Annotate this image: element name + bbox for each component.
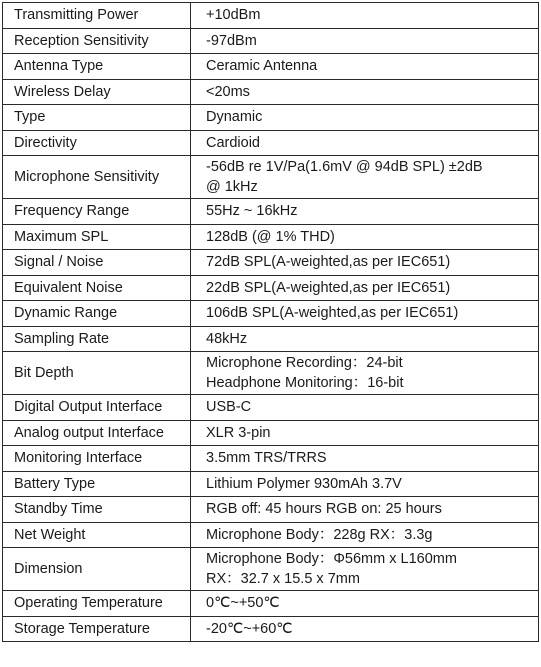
spec-value-line: Microphone Body：228g RX：3.3g [206, 526, 433, 543]
spec-value-line: Ceramic Antenna [206, 58, 318, 75]
spec-value-line: 22dB SPL(A-weighted,as per IEC651) [206, 279, 451, 296]
spec-row [3, 352, 539, 395]
spec-value-line: RGB off: 45 hours RGB on: 25 hours [206, 501, 442, 518]
spec-row [3, 395, 539, 421]
spec-value-line: Headphone Monitoring：16-bit [206, 375, 404, 391]
spec-row [3, 105, 539, 131]
spec-value [191, 548, 539, 591]
spec-value-line: -56dB re 1V/Pa(1.6mV @ 94dB SPL) ±2dB [206, 159, 483, 175]
spec-value-line: USB-C [206, 399, 252, 416]
spec-row [3, 548, 539, 591]
spec-row [3, 199, 539, 225]
spec-value [191, 616, 539, 642]
spec-row [3, 156, 539, 199]
spec-value-line: 0℃~+50℃ [206, 595, 280, 612]
spec-value [191, 3, 539, 29]
spec-value [191, 130, 539, 156]
spec-value-line: @ 1kHz [206, 179, 258, 195]
spec-value [191, 497, 539, 523]
spec-value [191, 275, 539, 301]
spec-value-line: 106dB SPL(A-weighted,as per IEC651) [206, 305, 459, 322]
spec-row [3, 3, 539, 29]
spec-value [191, 420, 539, 446]
spec-label: Analog output Interface [3, 420, 191, 446]
spec-row [3, 616, 539, 642]
spec-value-line: +10dBm [206, 7, 261, 24]
spec-label: Dynamic Range [3, 301, 191, 327]
spec-label: Maximum SPL [3, 224, 191, 250]
spec-value [191, 446, 539, 472]
spec-value [191, 301, 539, 327]
spec-label: Dimension [3, 548, 191, 591]
spec-value-line: 48kHz [206, 330, 248, 347]
spec-row [3, 79, 539, 105]
spec-table-body [3, 3, 539, 642]
spec-value [191, 28, 539, 54]
spec-value-line: Lithium Polymer 930mAh 3.7V [206, 475, 402, 492]
spec-value-line: Microphone Body：Φ56mm x L160mm [206, 551, 457, 567]
spec-value [191, 352, 539, 395]
spec-label: Wireless Delay [3, 79, 191, 105]
spec-row [3, 54, 539, 80]
spec-row [3, 326, 539, 352]
spec-row [3, 130, 539, 156]
spec-row [3, 471, 539, 497]
spec-label: Transmitting Power [3, 3, 191, 29]
spec-label: Microphone Sensitivity [3, 156, 191, 199]
spec-value [191, 471, 539, 497]
spec-value-line: Microphone Recording：24-bit [206, 355, 403, 371]
spec-value-line: <20ms [206, 83, 250, 100]
spec-value [191, 79, 539, 105]
spec-value [191, 54, 539, 80]
spec-label: Signal / Noise [3, 250, 191, 276]
spec-value-line: 72dB SPL(A-weighted,as per IEC651) [206, 254, 451, 271]
spec-value-line: 55Hz ~ 16kHz [206, 203, 298, 220]
spec-value [191, 395, 539, 421]
spec-value [191, 326, 539, 352]
spec-row [3, 497, 539, 523]
spec-value-line: Dynamic [206, 109, 263, 126]
spec-value-line: 128dB (@ 1% THD) [206, 228, 335, 245]
spec-value-line: XLR 3-pin [206, 424, 271, 441]
spec-value [191, 199, 539, 225]
spec-value [191, 156, 539, 199]
spec-value [191, 250, 539, 276]
spec-value [191, 224, 539, 250]
spec-value-line: -97dBm [206, 32, 257, 49]
spec-label: Reception Sensitivity [3, 28, 191, 54]
spec-table [2, 2, 539, 642]
spec-value [191, 522, 539, 548]
spec-label: Sampling Rate [3, 326, 191, 352]
spec-row [3, 420, 539, 446]
spec-label: Type [3, 105, 191, 131]
spec-row [3, 275, 539, 301]
spec-label: Storage Temperature [3, 616, 191, 642]
spec-label: Frequency Range [3, 199, 191, 225]
spec-row [3, 224, 539, 250]
spec-value-line: Cardioid [206, 134, 260, 151]
spec-label: Antenna Type [3, 54, 191, 80]
spec-label: Equivalent Noise [3, 275, 191, 301]
spec-label: Battery Type [3, 471, 191, 497]
spec-value-line: -20℃~+60℃ [206, 620, 293, 637]
spec-label: Operating Temperature [3, 591, 191, 617]
spec-label: Directivity [3, 130, 191, 156]
spec-label: Bit Depth [3, 352, 191, 395]
spec-row [3, 250, 539, 276]
spec-value-line: 3.5mm TRS/TRRS [206, 450, 327, 467]
spec-row [3, 446, 539, 472]
spec-label: Net Weight [3, 522, 191, 548]
spec-label: Digital Output Interface [3, 395, 191, 421]
spec-label: Monitoring Interface [3, 446, 191, 472]
spec-label: Standby Time [3, 497, 191, 523]
spec-row [3, 522, 539, 548]
spec-row [3, 301, 539, 327]
spec-value [191, 591, 539, 617]
spec-value [191, 105, 539, 131]
spec-row [3, 28, 539, 54]
spec-value-line: RX：32.7 x 15.5 x 7mm [206, 571, 360, 587]
spec-row [3, 591, 539, 617]
